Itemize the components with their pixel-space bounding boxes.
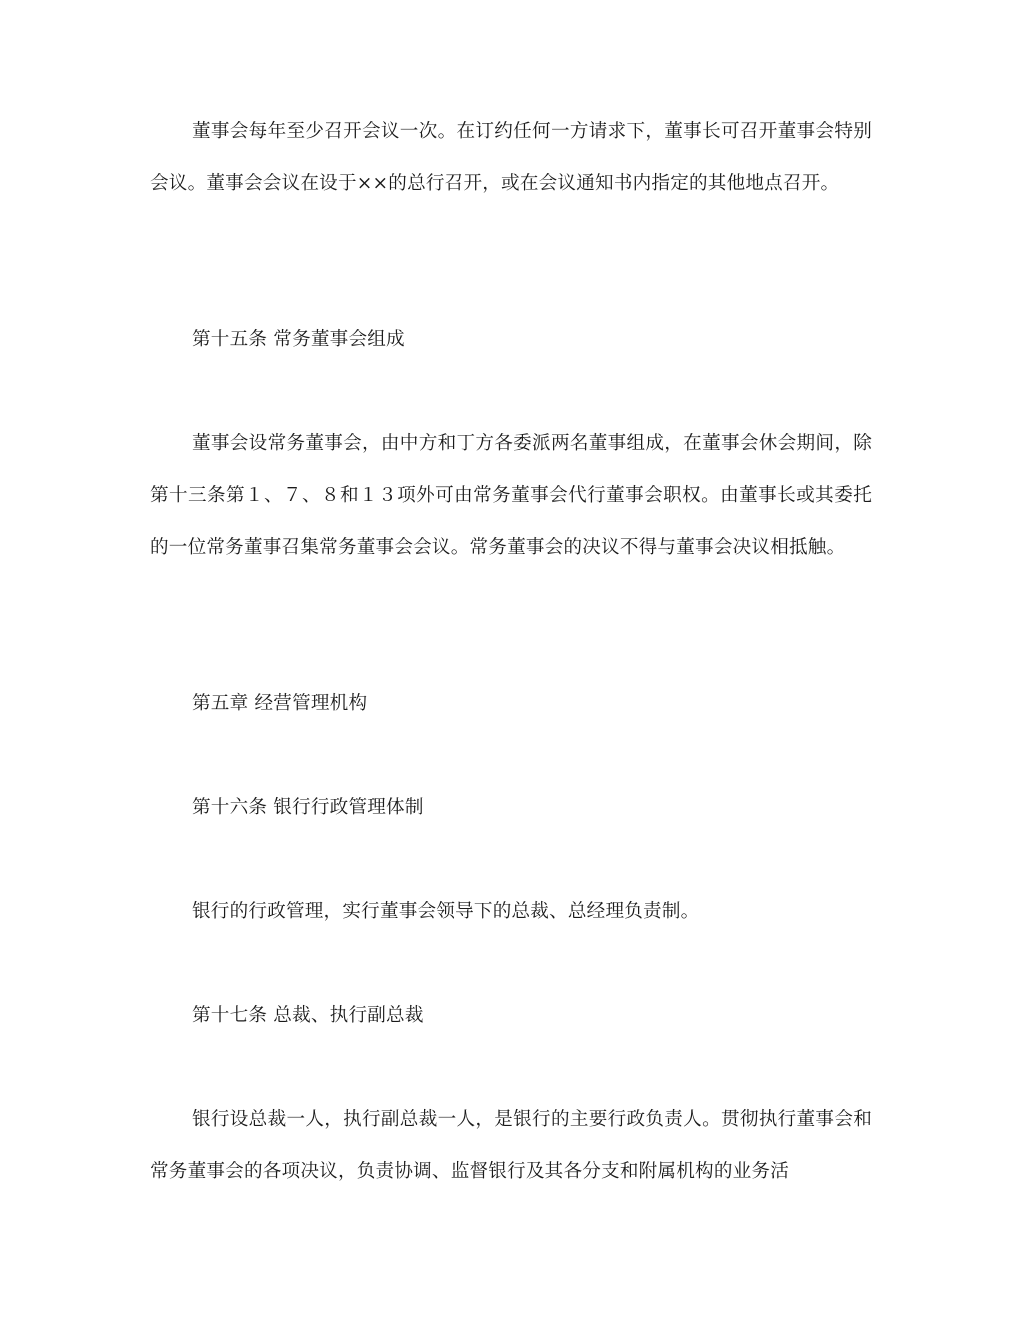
article-16-heading: 第十六条 银行行政管理体制	[192, 797, 424, 818]
paragraph-standing-board: 董事会设常务董事会，由中方和丁方各委派两名董事组成，在董事会休会期间，除第十三条第１、７、８和１３项外可由常务董事会代行董事会职权。由董事长或其委托的一位常务董事召集常务董事会会议。常务董事会的决议不得与董事会决议相抵触。	[150, 433, 872, 558]
article-15-heading: 第十五条 常务董事会组成	[192, 329, 405, 350]
chapter-5-heading: 第五章 经营管理机构	[192, 693, 368, 714]
paragraph-board-meetings: 董事会每年至少召开会议一次。在订约任何一方请求下，董事长可召开董事会特别会议。董事会会议在设于××的总行召开，或在会议通知书内指定的其他地点召开。	[150, 121, 872, 194]
article-17-heading: 第十七条 总裁、执行副总裁	[192, 1005, 424, 1026]
paragraph-administration: 银行的行政管理，实行董事会领导下的总裁、总经理负责制。	[192, 901, 700, 922]
paragraph-president: 银行设总裁一人，执行副总裁一人，是银行的主要行政负责人。贯彻执行董事会和常务董事会的各项决议，负责协调、监督银行及其各分支和附属机构的业务活	[150, 1109, 872, 1182]
